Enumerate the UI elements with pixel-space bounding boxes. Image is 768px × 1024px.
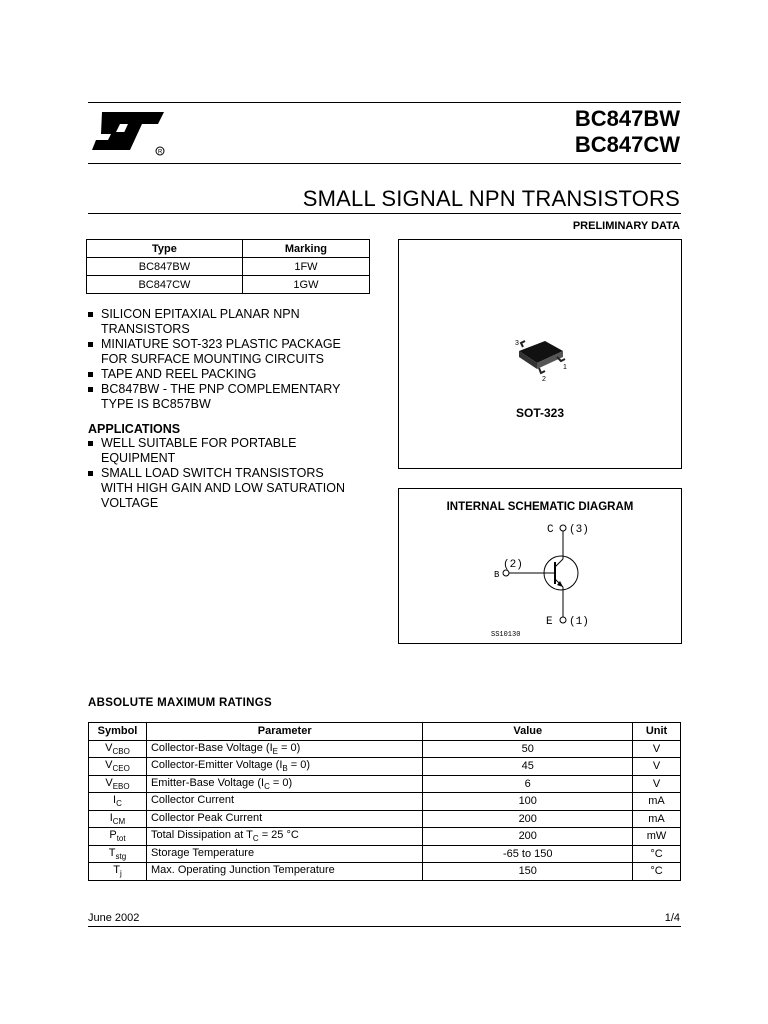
parameter-cell [146, 845, 423, 863]
type-header: Type [87, 240, 243, 258]
symbol-text: T [108, 846, 116, 859]
drawing-code: SS10130 [491, 631, 521, 639]
parameter-subscript: C [252, 834, 259, 844]
list-item [88, 367, 361, 382]
parameter-text: Max. Operating Junction Temperature [150, 864, 335, 877]
application-line: SMALL LOAD SWITCH TRANSISTORS [101, 466, 324, 480]
applications-heading: APPLICATIONS [88, 422, 181, 436]
parameter-text: Collector Current [150, 794, 235, 807]
emitter-pin: (1) [569, 616, 589, 628]
collector-pin: (3) [569, 524, 589, 536]
svg-text:R: R [158, 149, 163, 156]
parameter-text-end: = 0) [269, 776, 293, 789]
sot323-package-icon [509, 335, 579, 385]
pin-label: 2 [542, 376, 546, 383]
bullet-icon [88, 312, 93, 317]
table-row [89, 740, 681, 758]
table-row [87, 276, 370, 294]
list-item [88, 436, 361, 466]
marking-cell: 1FW [242, 258, 369, 276]
symbol-subscript: CEO [112, 764, 130, 774]
list-item [88, 382, 361, 412]
symbol-header: Symbol [89, 723, 147, 741]
symbol-subscript: stg [115, 851, 127, 861]
bullet-icon [88, 372, 93, 377]
footer-bottom-rule [88, 926, 681, 927]
symbol-cell [89, 793, 147, 811]
type-cell: BC847CW [87, 276, 243, 294]
parameter-subscript: E [272, 746, 278, 756]
parameter-subscript: B [282, 764, 288, 774]
footer-page: 1/4 [664, 912, 680, 924]
applications-list [88, 436, 361, 511]
base-label: B [494, 570, 500, 580]
bullet-icon [88, 471, 93, 476]
list-item [88, 466, 361, 511]
parameter-text: Total Dissipation at T [150, 829, 253, 842]
parameter-text-end: = 0) [277, 741, 301, 754]
marking-header: Marking [242, 240, 369, 258]
symbol-subscript: C [116, 799, 122, 809]
table-row [89, 810, 681, 828]
package-box [398, 239, 682, 469]
table-row [89, 863, 681, 881]
table-row [89, 793, 681, 811]
unit-cell: °C [633, 863, 681, 881]
symbol-cell [89, 740, 147, 758]
base-pin: (2) [503, 559, 523, 571]
feature-line: TRANSISTORS [101, 322, 190, 336]
feature-line: TYPE IS BC857BW [101, 397, 211, 411]
parameter-text-end: = 25 °C [258, 829, 299, 842]
schematic-box [398, 488, 682, 644]
table-row [89, 775, 681, 793]
symbol-text: V [105, 759, 113, 772]
value-cell: 45 [423, 758, 633, 776]
table-row [89, 845, 681, 863]
table-row [87, 258, 370, 276]
feature-line: SILICON EPITAXIAL PLANAR NPN [101, 307, 300, 321]
feature-line: FOR SURFACE MOUNTING CIRCUITS [101, 352, 324, 366]
unit-cell: °C [633, 845, 681, 863]
part-number-1: BC847BW [574, 106, 680, 131]
symbol-subscript: EBO [112, 781, 130, 791]
bullet-icon [88, 387, 93, 392]
feature-line: TAPE AND REEL PACKING [101, 367, 257, 381]
value-cell: 200 [423, 810, 633, 828]
symbol-text: I [113, 794, 117, 807]
table-row [89, 758, 681, 776]
parameter-text: Emitter-Base Voltage (I [150, 776, 265, 789]
unit-cell: V [633, 740, 681, 758]
footer-date: June 2002 [88, 912, 140, 924]
parameter-cell [146, 828, 423, 846]
header-rule [88, 163, 681, 164]
parameter-text: Collector-Emitter Voltage (I [150, 759, 283, 772]
ratings-heading: ABSOLUTE MAXIMUM RATINGS [88, 697, 272, 709]
type-marking-table [86, 239, 370, 294]
feature-list [88, 307, 361, 412]
application-line: WITH HIGH GAIN AND LOW SATURATION [101, 481, 345, 495]
bullet-icon [88, 342, 93, 347]
value-cell: 200 [423, 828, 633, 846]
symbol-cell [89, 845, 147, 863]
symbol-text: V [105, 741, 113, 754]
symbol-subscript: j [119, 869, 122, 879]
parameter-cell [146, 863, 423, 881]
part-number-2: BC847CW [574, 132, 680, 157]
parameter-subscript: C [264, 781, 270, 791]
application-line: VOLTAGE [101, 496, 159, 510]
symbol-text: T [113, 864, 120, 877]
symbol-cell [89, 828, 147, 846]
top-rule [88, 102, 681, 103]
unit-cell: mA [633, 810, 681, 828]
symbol-subscript: CBO [112, 746, 130, 756]
parameter-cell [146, 810, 423, 828]
bullet-icon [88, 441, 93, 446]
ratings-body [89, 740, 681, 880]
value-cell: -65 to 150 [423, 845, 633, 863]
package-label: SOT-323 [515, 406, 565, 420]
pin-label: 1 [563, 364, 567, 371]
type-cell: BC847BW [87, 258, 243, 276]
title-rule [88, 213, 681, 214]
symbol-text: P [109, 829, 117, 842]
symbol-cell [89, 810, 147, 828]
symbol-text: I [109, 811, 113, 824]
value-cell: 100 [423, 793, 633, 811]
parameter-header: Parameter [146, 723, 423, 741]
st-logo [90, 110, 170, 158]
application-line: WELL SUITABLE FOR PORTABLE [101, 436, 297, 450]
symbol-cell [89, 775, 147, 793]
value-cell: 50 [423, 740, 633, 758]
unit-cell: V [633, 775, 681, 793]
unit-cell: V [633, 758, 681, 776]
parameter-text: Storage Temperature [150, 846, 255, 859]
parameter-cell [146, 740, 423, 758]
symbol-subscript: tot [116, 834, 126, 844]
value-header: Value [423, 723, 633, 741]
list-item [88, 337, 361, 367]
parameter-cell [146, 775, 423, 793]
marking-cell: 1GW [242, 276, 369, 294]
table-row [89, 828, 681, 846]
parameter-cell [146, 758, 423, 776]
symbol-subscript: CM [112, 816, 126, 826]
parameter-cell [146, 793, 423, 811]
symbol-cell [89, 758, 147, 776]
npn-transistor-symbol-icon [479, 517, 619, 641]
application-line: EQUIPMENT [101, 451, 176, 465]
value-cell: 6 [423, 775, 633, 793]
parameter-text-end: = 0) [287, 759, 311, 772]
schematic-title: INTERNAL SCHEMATIC DIAGRAM [446, 501, 634, 513]
preliminary-label: PRELIMINARY DATA [572, 220, 680, 232]
feature-line: BC847BW - THE PNP COMPLEMENTARY [101, 382, 341, 396]
feature-line: MINIATURE SOT-323 PLASTIC PACKAGE [101, 337, 341, 351]
emitter-label: E [546, 616, 553, 628]
parameter-text: Collector Peak Current [150, 811, 263, 824]
symbol-text: V [105, 776, 113, 789]
value-cell: 150 [423, 863, 633, 881]
parameter-text: Collector-Base Voltage (I [150, 741, 273, 754]
ratings-table [88, 722, 681, 881]
list-item [88, 307, 361, 337]
unit-cell: mW [633, 828, 681, 846]
pin-label: 3 [515, 340, 519, 347]
st-logo-icon [90, 110, 170, 158]
unit-header: Unit [633, 723, 681, 741]
page-title: SMALL SIGNAL NPN TRANSISTORS [302, 186, 680, 211]
collector-label: C [547, 524, 554, 536]
unit-cell: mA [633, 793, 681, 811]
symbol-cell [89, 863, 147, 881]
